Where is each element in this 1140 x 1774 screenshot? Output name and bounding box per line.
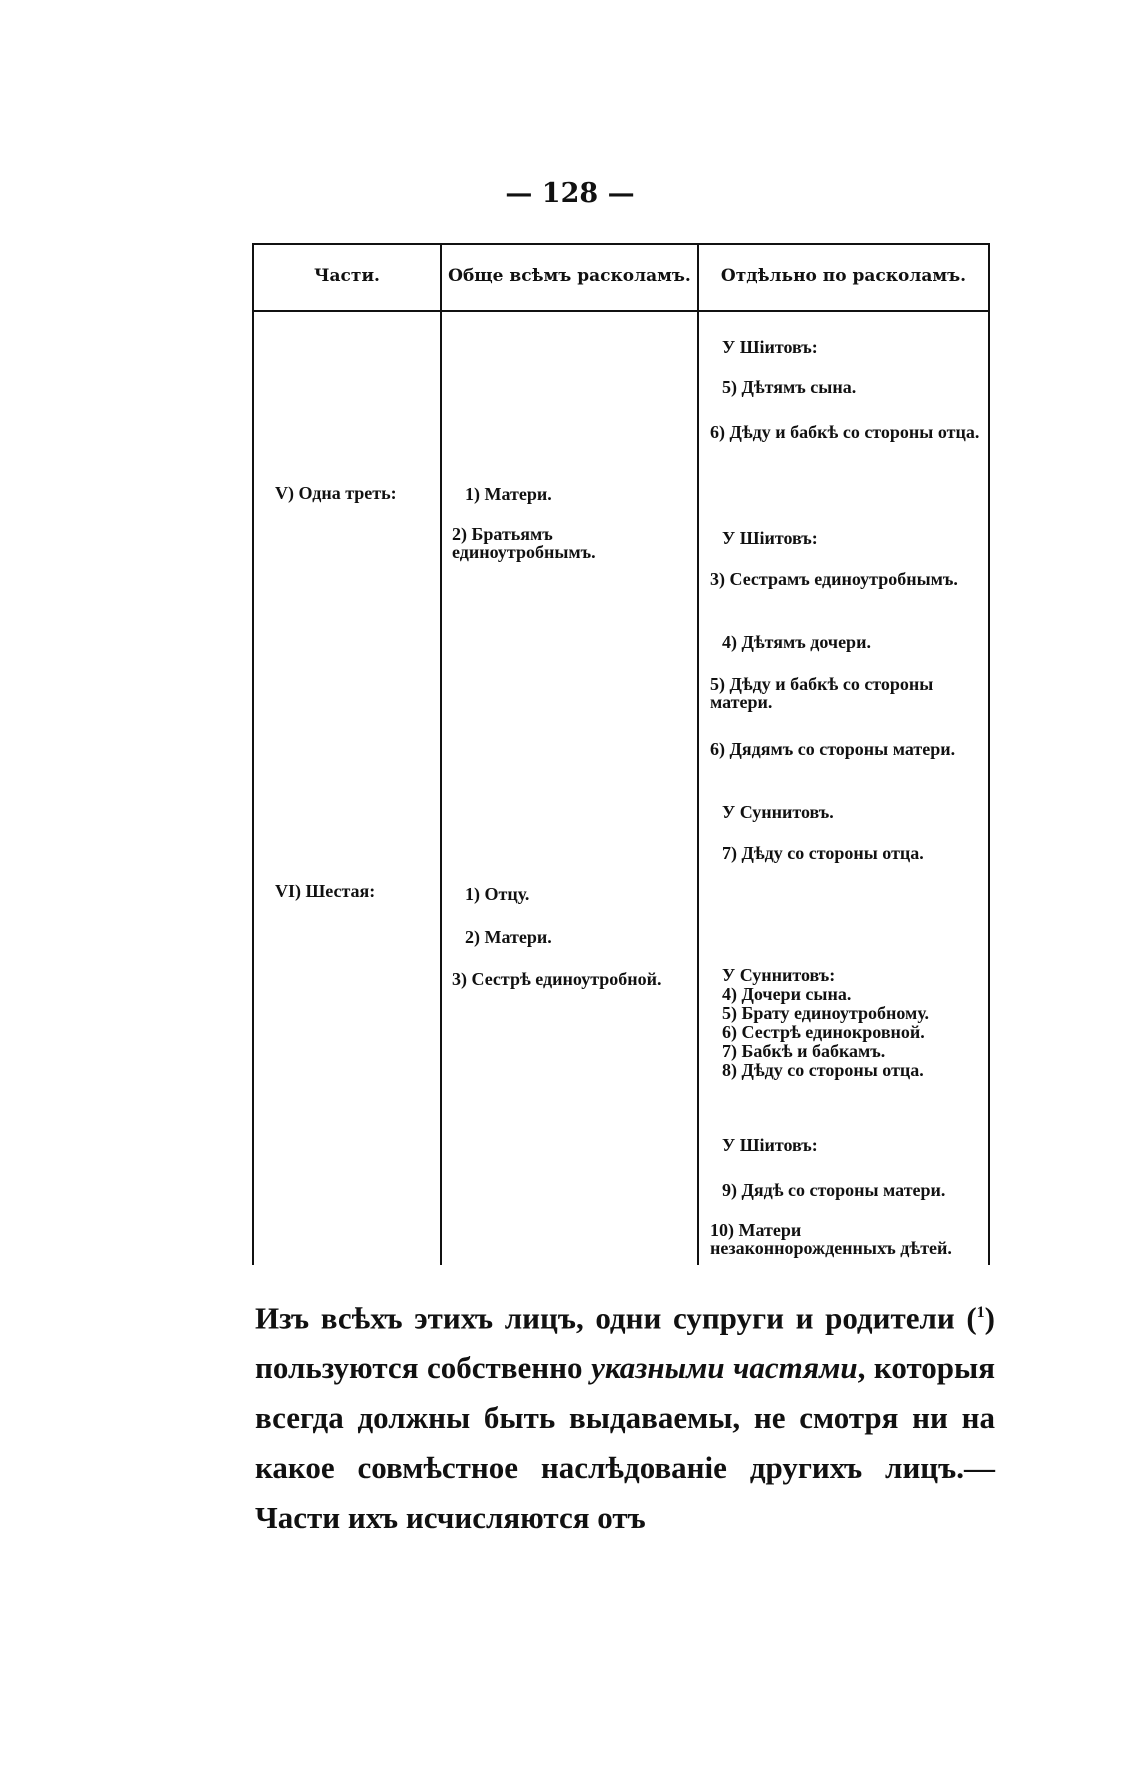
- common-item: 2) Братьямъ единоутробнымъ.: [452, 524, 596, 562]
- group-heading: У Суннитовъ:: [722, 965, 836, 985]
- paragraph-italic: указными частями: [591, 1350, 858, 1386]
- group-heading: У Суннитовъ.: [722, 802, 834, 822]
- common-item: 3) Сестрѣ единоутробной.: [452, 969, 662, 989]
- separate-item: 7) Дѣду со стороны отца.: [722, 843, 924, 863]
- group-heading: У Шіитовъ:: [722, 528, 818, 548]
- table-left-rule: [252, 243, 254, 1265]
- paragraph-text: , которыя всегда должны быть выдаваемы, не смотря ни на какое совмѣстное наслѣдованіе другихъ лицъ.—Части ихъ исчисляются отъ: [255, 1350, 995, 1536]
- separate-item: 6) Сестрѣ единокровной.: [722, 1022, 925, 1042]
- header-common: Обще всѣмъ расколамъ.: [448, 266, 691, 286]
- common-item: 1) Матери.: [465, 484, 552, 504]
- footnote-marker: 1: [976, 1304, 985, 1321]
- paragraph-text: Изъ всѣхъ этихъ лицъ, одни супруги и родители (: [255, 1300, 977, 1336]
- table-col-rule-2: [697, 243, 699, 1265]
- table-header-rule: [252, 310, 990, 312]
- header-separate: Отдѣльно по расколамъ.: [720, 266, 967, 286]
- separate-item: 5) Дѣду и бабкѣ со стороны матери.: [710, 674, 934, 712]
- separate-item: 4) Дѣтямъ дочери.: [722, 632, 871, 652]
- separate-item: 5) Брату единоутробному.: [722, 1003, 930, 1023]
- separate-item: 4) Дочери сына.: [722, 984, 852, 1004]
- table-right-rule: [988, 243, 990, 1265]
- common-item: 2) Матери.: [465, 927, 552, 947]
- group-heading: У Шіитовъ:: [722, 1135, 818, 1155]
- page-number: — 128 —: [505, 178, 635, 209]
- share-sixth: VI) Шестая:: [275, 881, 376, 901]
- separate-item: 9) Дядѣ со стороны матери.: [722, 1180, 946, 1200]
- header-parts: Части.: [314, 266, 380, 286]
- separate-item: 7) Бабкѣ и бабкамъ.: [722, 1041, 886, 1061]
- separate-item: 5) Дѣтямъ сына.: [722, 377, 857, 397]
- separate-item: 8) Дѣду со стороны отца.: [722, 1060, 924, 1080]
- separate-item: 10) Матери незаконнорожденныхъ дѣтей.: [710, 1220, 952, 1258]
- paragraph-text: ) пользуются собственно: [255, 1300, 995, 1386]
- separate-item: 6) Дѣду и бабкѣ со стороны отца.: [710, 422, 980, 442]
- separate-item: 3) Сестрамъ единоутробнымъ.: [710, 569, 958, 589]
- separate-item: 6) Дядямъ со стороны матери.: [710, 739, 956, 759]
- table-col-rule-1: [440, 243, 442, 1265]
- table-top-rule: [252, 243, 990, 245]
- share-third: V) Одна треть:: [275, 483, 397, 503]
- common-item: 1) Отцу.: [465, 884, 530, 904]
- group-heading: У Шіитовъ:: [722, 337, 818, 357]
- body-paragraph: [255, 1288, 995, 1543]
